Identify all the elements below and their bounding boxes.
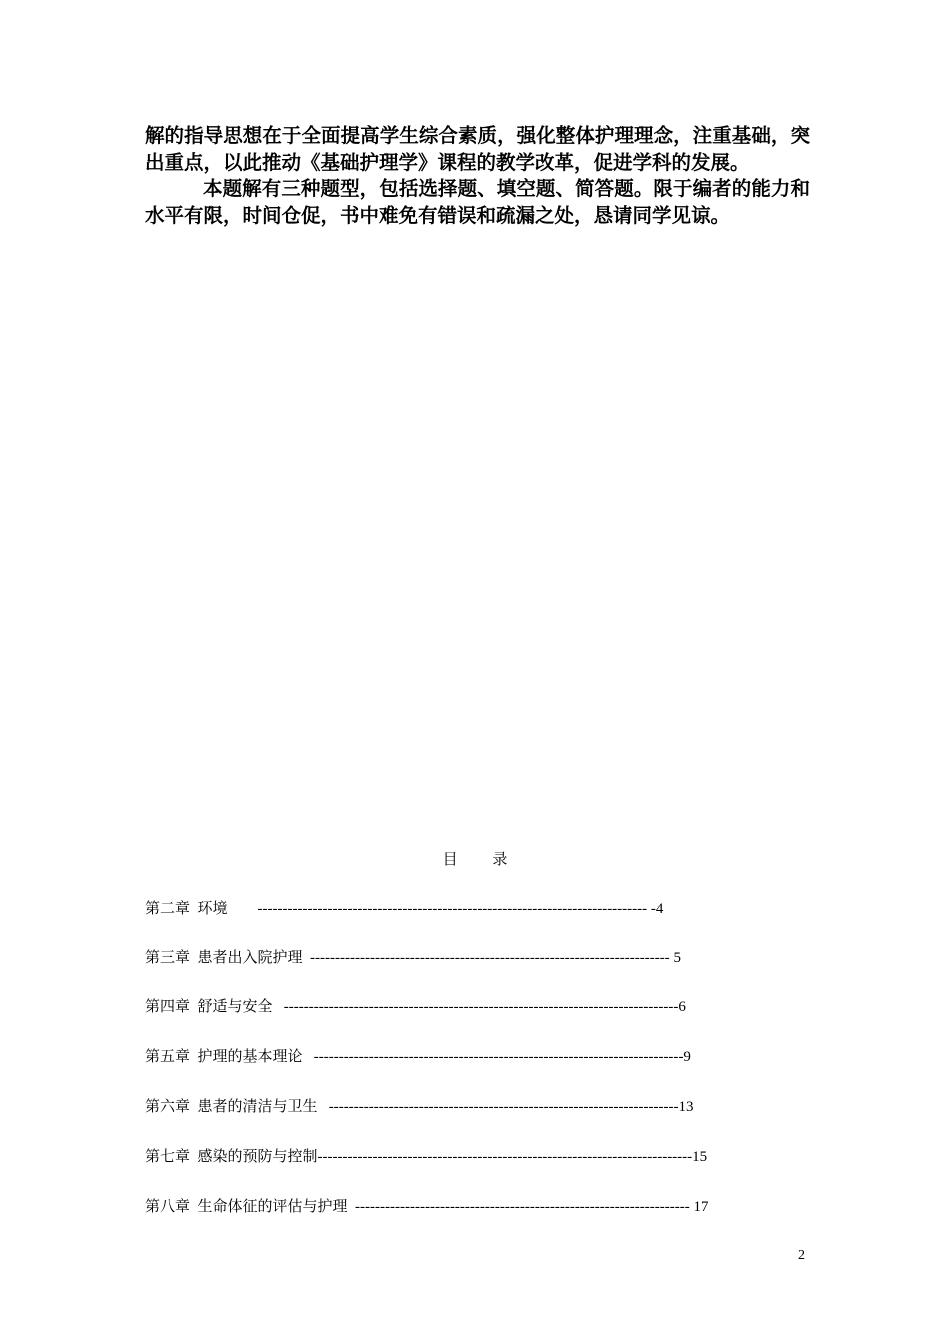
- toc-chapter-name: 护理的基本理论: [197, 1049, 303, 1065]
- toc-chapter-number: 第四章: [145, 999, 191, 1015]
- toc-page-number: -4: [647, 901, 664, 917]
- toc-leader: -------------------------------------------------------------------------: [302, 1049, 679, 1065]
- toc-leader: ------------------------------------------------------------------------: [302, 950, 670, 966]
- toc-page-number: -13: [673, 1099, 694, 1115]
- toc-chapter-number: 第二章: [145, 901, 191, 917]
- toc-chapter-number: 第五章: [145, 1049, 191, 1065]
- toc-page-number: 17: [689, 1199, 709, 1215]
- toc-entry[interactable]: [145, 1196, 708, 1218]
- toc-entry[interactable]: [145, 898, 663, 920]
- toc-page-number: 5: [669, 950, 681, 966]
- toc-page-number: -6: [673, 999, 686, 1015]
- toc-leader: ---------------------------------------------------------------------: [317, 1099, 674, 1115]
- toc-chapter-number: 第七章: [145, 1149, 191, 1165]
- toc-chapter-number: 第八章: [145, 1199, 191, 1215]
- preface-paragraph-1: 解的指导思想在于全面提高学生综合素质，强化整体护理理念，注重基础，突出重点，以此推动《基础护理学》课程的教学改革，促进学科的发展。: [145, 124, 810, 174]
- toc-leader: ------------------------------------------------------------------------------: [272, 999, 674, 1015]
- toc-page-number: -15: [687, 1149, 708, 1165]
- toc-leader: --------------------------------------------------------------------------: [317, 1149, 688, 1165]
- toc-chapter-name: 环境: [197, 901, 228, 917]
- page-number: 2: [798, 1248, 805, 1263]
- preface-paragraph-2: 本题解有三种题型，包括选择题、填空题、简答题。限于编者的能力和水平有限，时间仓促，书中难免有错误和疏漏之处，恳请同学见谅。: [145, 177, 810, 227]
- toc-entry[interactable]: [145, 1046, 691, 1068]
- toc-chapter-name: 感染的预防与控制: [197, 1149, 318, 1165]
- toc-entry[interactable]: [145, 1146, 707, 1168]
- toc-title: 目 录: [442, 850, 508, 868]
- toc-entry[interactable]: [145, 996, 686, 1018]
- toc-chapter-name: 患者出入院护理: [197, 950, 303, 966]
- toc-chapter-name: 舒适与安全: [197, 999, 273, 1015]
- toc-chapter-number: 第六章: [145, 1099, 191, 1115]
- toc-entry[interactable]: [145, 1096, 693, 1118]
- toc-leader: ------------------------------------------------------------------------------: [227, 901, 648, 917]
- toc-chapter-name: 患者的清洁与卫生: [197, 1099, 318, 1115]
- toc-chapter-number: 第三章: [145, 950, 191, 966]
- preface-text: [145, 123, 810, 229]
- toc-leader: -------------------------------------------------------------------: [347, 1199, 690, 1215]
- toc-entry[interactable]: [145, 947, 681, 969]
- toc-chapter-name: 生命体征的评估与护理: [197, 1199, 348, 1215]
- toc-page-number: -9: [678, 1049, 691, 1065]
